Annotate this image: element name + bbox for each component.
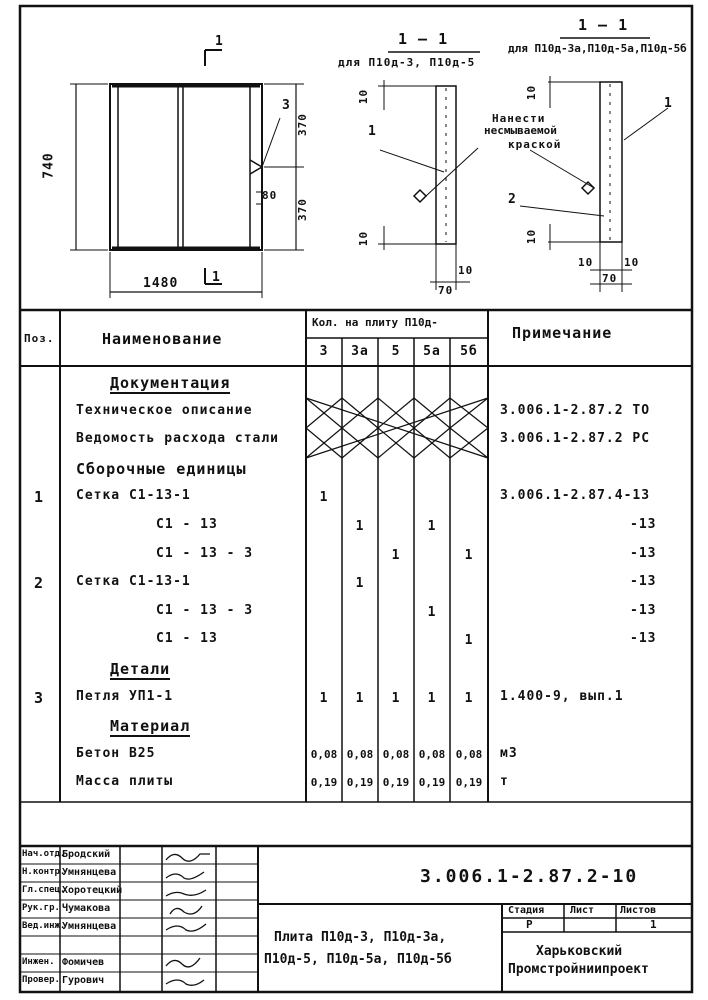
- row-note: 3.006.1-2.87.2 РС: [500, 431, 651, 447]
- dim-10-a: 10: [357, 88, 371, 105]
- row-qty: 1: [464, 633, 474, 649]
- dim-half-top: 370: [295, 113, 309, 136]
- row-qty: 1: [391, 547, 401, 563]
- row-note: т: [500, 774, 509, 790]
- dim-10-d: 10: [525, 228, 539, 245]
- dim-10-g: 10: [624, 256, 640, 269]
- section-mark-bottom: 1: [212, 270, 221, 285]
- row-qty: 0,19: [382, 776, 410, 790]
- stamp-role: Инжен.: [22, 957, 55, 967]
- row-position: 1: [34, 488, 45, 507]
- title-line-2: П10д-5, П10д-5а, П10д-5б: [264, 952, 452, 967]
- row-name: Документация: [110, 374, 231, 392]
- stamp-person: Умнянцева: [62, 921, 117, 932]
- row-note: -13: [630, 517, 657, 532]
- stamp-person: Чумакова: [62, 903, 111, 914]
- qty-col-header: 5б: [460, 344, 478, 359]
- note-paint-line3: краской: [508, 138, 562, 151]
- section-1-title: 1 — 1: [398, 30, 449, 48]
- row-qty: 1: [464, 690, 474, 706]
- row-position: 2: [34, 574, 45, 593]
- row-qty: 0,08: [346, 747, 374, 761]
- stamp-person: Гурович: [62, 975, 105, 986]
- sheets-value: 1: [650, 918, 658, 931]
- sheets-label: Листов: [620, 905, 657, 916]
- dim-half-bottom: 370: [295, 198, 309, 221]
- row-name: Детали: [110, 660, 171, 678]
- row-qty: 1: [464, 547, 474, 563]
- note-paint-line1: Нанести: [492, 112, 546, 125]
- stamp-role: Гл.спец.: [22, 885, 66, 895]
- dim-10-e: 10: [458, 264, 474, 277]
- row-qty: 0,08: [418, 747, 446, 761]
- stamp-role: Рук.гр.: [22, 903, 60, 913]
- header-note: Примечание: [512, 324, 613, 342]
- row-qty: 1: [319, 690, 329, 706]
- row-qty: 0,19: [346, 776, 374, 790]
- row-name: С1 - 13 - 3: [156, 602, 254, 618]
- section-2-subtitle: для П10д-3а,П10д-5а,П10д-5б: [508, 42, 687, 55]
- title-line-1: Плита П10д-3, П10д-3а,: [274, 930, 447, 945]
- dim-10-f: 10: [578, 256, 594, 269]
- row-qty: 1: [319, 490, 329, 506]
- section-1-subtitle: для П10д-3, П10д-5: [338, 56, 476, 69]
- leader-label-2: 2: [508, 192, 517, 207]
- row-name: С1 - 13: [156, 631, 218, 647]
- organization-line-1: Харьковский: [536, 944, 623, 959]
- header-name: Наименование: [102, 330, 223, 348]
- row-name: Материал: [110, 717, 191, 736]
- row-qty: 1: [427, 519, 437, 534]
- qty-col-header: 5а: [423, 344, 441, 359]
- row-name: Сборочные единицы: [76, 459, 247, 478]
- dim-height: 740: [41, 152, 57, 179]
- stamp-person: Хоротецкий: [62, 885, 123, 896]
- row-qty: 0,19: [455, 776, 483, 790]
- row-qty: 1: [427, 690, 437, 706]
- row-name: Бетон В25: [76, 745, 156, 761]
- dim-70-b: 70: [602, 272, 618, 285]
- leader-label-3: 3: [282, 98, 291, 113]
- row-name: С1 - 13: [156, 517, 218, 532]
- row-qty: 0,08: [455, 747, 483, 761]
- row-qty: 0,19: [310, 776, 338, 790]
- row-qty: 0,08: [310, 747, 338, 761]
- dim-10-c: 10: [525, 84, 539, 101]
- stamp-role: Вед.инж.: [22, 921, 66, 931]
- header-pos: Поз.: [24, 332, 55, 345]
- row-qty: 1: [355, 576, 365, 592]
- row-note: -13: [630, 545, 657, 561]
- qty-col-header: 5: [391, 344, 401, 359]
- section-2-title: 1 — 1: [578, 16, 629, 34]
- dim-loop: 80: [262, 189, 278, 202]
- row-note: -13: [630, 602, 657, 618]
- stamp-person: Фомичев: [62, 957, 105, 968]
- row-qty: 1: [391, 690, 401, 706]
- row-qty: 1: [427, 604, 437, 620]
- note-paint-line2: несмываемой: [484, 124, 557, 137]
- stage-label: Стадия: [508, 905, 545, 916]
- dim-10-b: 10: [357, 230, 371, 247]
- stamp-person: Умнянцева: [62, 867, 117, 878]
- row-name: Петля УП1-1: [76, 688, 174, 704]
- row-note: 3.006.1-2.87.4-13: [500, 488, 651, 504]
- row-qty: 1: [355, 519, 365, 534]
- header-qty: Кол. на плиту П10д-: [312, 316, 438, 329]
- row-position: 3: [34, 688, 45, 707]
- document-code: 3.006.1-2.87.2-10: [420, 866, 639, 887]
- row-qty: 1: [355, 690, 365, 706]
- stamp-person: Бродский: [62, 849, 111, 860]
- stamp-role: Провер.: [22, 975, 60, 985]
- row-note: м3: [500, 745, 518, 761]
- stamp-role: Нач.отд.: [22, 849, 66, 859]
- row-name: Масса плиты: [76, 774, 174, 790]
- row-qty: 0,08: [382, 747, 410, 761]
- section-mark-top: 1: [215, 34, 224, 49]
- row-note: 3.006.1-2.87.2 ТО: [500, 402, 651, 418]
- row-note: -13: [630, 574, 657, 590]
- row-name: Ведомость расхода стали: [76, 431, 280, 447]
- organization-line-2: Промстройниипроект: [508, 962, 649, 977]
- dim-width: 1480: [143, 276, 179, 291]
- row-name: Техническое описание: [76, 402, 253, 418]
- dim-70-a: 70: [438, 284, 454, 297]
- stamp-role: Н.контр.: [22, 867, 66, 877]
- row-name: Сетка С1-13-1: [76, 574, 191, 590]
- row-name: Сетка С1-13-1: [76, 488, 191, 504]
- stage-value: Р: [526, 918, 534, 931]
- row-note: -13: [630, 631, 657, 647]
- leader-label-1-left: 1: [368, 124, 377, 139]
- qty-col-header: 3а: [351, 344, 369, 359]
- row-note: 1.400-9, вып.1: [500, 688, 624, 704]
- sheet-label: Лист: [570, 905, 595, 916]
- row-name: С1 - 13 - 3: [156, 545, 254, 561]
- qty-col-header: 3: [319, 344, 329, 359]
- row-qty: 0,19: [418, 776, 446, 790]
- leader-label-1-right: 1: [664, 96, 673, 111]
